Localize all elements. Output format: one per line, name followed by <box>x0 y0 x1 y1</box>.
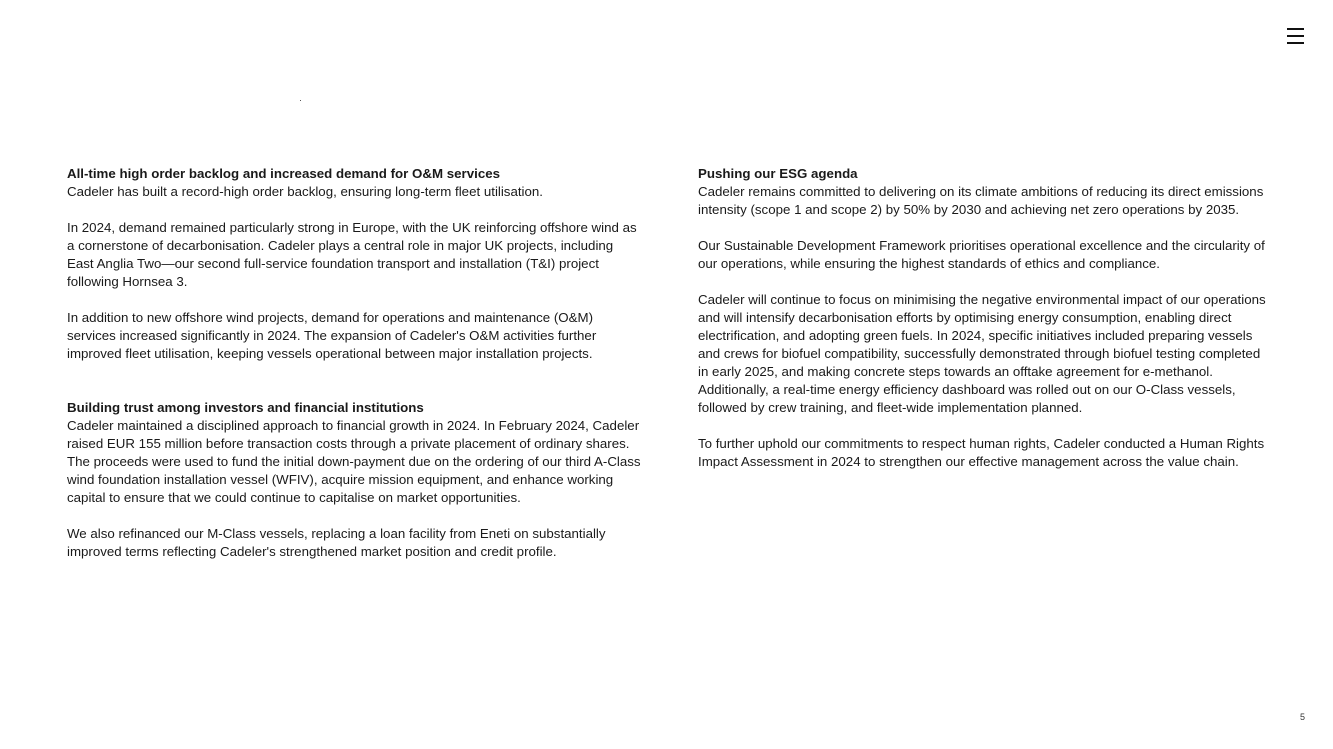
section-heading: All-time high order backlog and increased demand for O&M services <box>67 166 500 181</box>
section-heading: Building trust among investors and financial institutions <box>67 400 424 415</box>
left-column <box>67 165 642 561</box>
section-investor-trust <box>67 399 642 561</box>
paragraph: In 2024, demand remained particularly strong in Europe, with the UK reinforcing offshore wind as a cornerstone of decarbonisation. Cadeler plays a central role in major UK projects, including East Anglia Two—our second full-service foundation transport and installation (T&I) project following Hornsea 3. <box>67 220 637 289</box>
section-heading: Pushing our ESG agenda <box>698 166 858 181</box>
right-column <box>698 165 1273 471</box>
paragraph: Cadeler remains committed to delivering on its climate ambitions of reducing its direct emissions intensity (scope 1 and scope 2) by 50% by 2030 and achieving net zero operations by 2035. <box>698 184 1264 217</box>
paragraph: Cadeler has built a record-high order backlog, ensuring long-term fleet utilisation. <box>67 184 543 199</box>
section-esg-agenda <box>698 165 1273 471</box>
paragraph: Cadeler maintained a disciplined approach to financial growth in 2024. In February 2024, Cadeler raised EUR 155 million before transaction costs through a private placement of ordinary shares. The proceeds were used to fund the initial down-payment due on the ordering of our third A-Class wind foundation installation vessel (WFIV), acquire mission equipment, and enhance working capital to ensure that we could continue to capitalise on market opportunities. <box>67 418 641 505</box>
paragraph: To further uphold our commitments to respect human rights, Cadeler conducted a Human Rights Impact Assessment in 2024 to strengthen our effective management across the value chain. <box>698 436 1265 469</box>
page-number: 5 <box>1300 712 1306 722</box>
section-order-backlog <box>67 165 642 363</box>
paragraph: In addition to new offshore wind projects, demand for operations and maintenance (O&M) services increased significantly in 2024. The expansion of Cadeler's O&M activities further improved fleet utilisation, keeping vessels operational between major installation projects. <box>67 310 597 361</box>
paragraph: Cadeler will continue to focus on minimising the negative environmental impact of our operations and will intensify decarbonisation efforts by optimising energy consumption, enabling direct electrification, and adopting green fuels. In 2024, specific initiatives included preparing vessels and crews for biofuel compatibility, successfully demonstrated through biofuel testing completed in early 2025, and making concrete steps towards an offtake agreement for e-methanol. Additionally, a real-time energy efficiency dashboard was rolled out on our O-Class vessels, followed by crew training, and fleet-wide implementation planned. <box>698 292 1266 415</box>
hamburger-menu-icon[interactable] <box>1285 26 1307 46</box>
paragraph: We also refinanced our M-Class vessels, replacing a loan facility from Eneti on substantially improved terms reflecting Cadeler's strengthened market position and credit profile. <box>67 526 606 559</box>
paragraph: Our Sustainable Development Framework prioritises operational excellence and the circularity of our operations, while ensuring the highest standards of ethics and compliance. <box>698 238 1265 271</box>
menu-line <box>1287 28 1304 30</box>
decorative-dot <box>300 100 301 101</box>
menu-line <box>1287 35 1304 37</box>
menu-line <box>1287 42 1304 44</box>
